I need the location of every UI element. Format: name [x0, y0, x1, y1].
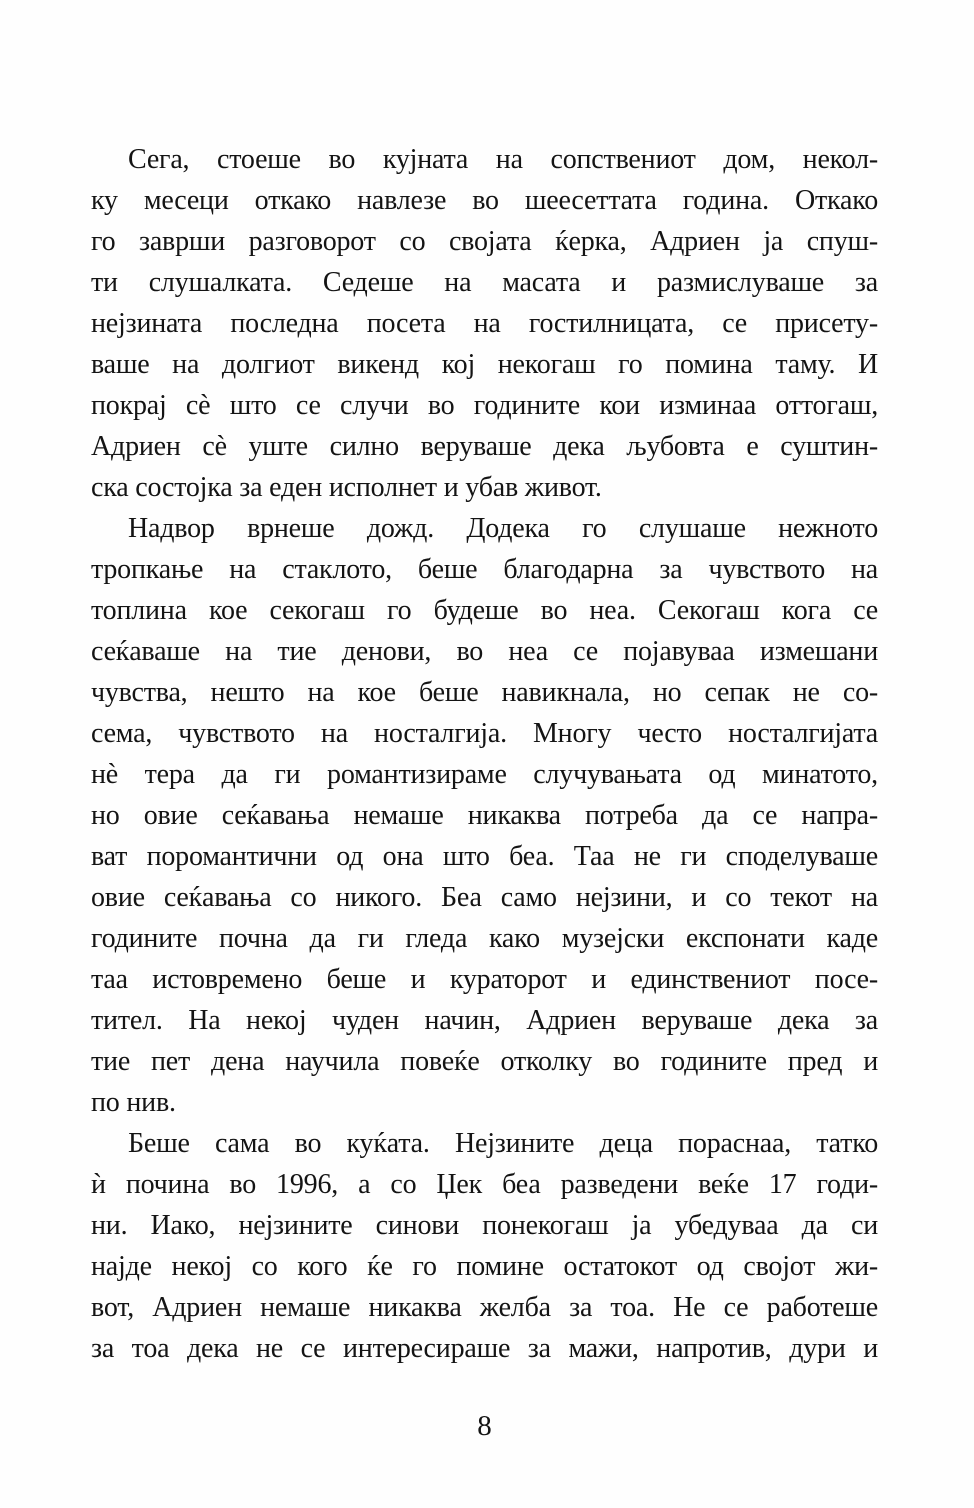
page-number: 8 [477, 1410, 492, 1442]
paragraph [91, 139, 878, 508]
text-line: Надвор врнеше дожд. Додека го слушаше нежното [128, 513, 878, 544]
text-line: таа истовремено беше и кураторот и единствениот посе- [91, 964, 878, 995]
text-line: но овие сеќавања немаше никаква потреба да се напра- [91, 800, 878, 831]
text-line: тропкање на стаклото, беше благодарна за чувството на [91, 554, 878, 585]
text-line: по нив. [91, 1087, 176, 1118]
text-line: сема, чувството на носталгија. Многу често носталгијата [91, 718, 878, 749]
paragraph [91, 508, 878, 1123]
text-line: овие сеќавања со никого. Беа само нејзини, и со текот на [91, 882, 878, 913]
text-line: ска состојка за еден исполнет и убав живот. [91, 472, 602, 503]
paragraph [91, 1123, 878, 1369]
text-block [91, 139, 878, 1369]
text-line: Беше сама во куќата. Нејзините деца пораснаа, татко [128, 1128, 878, 1159]
text-line: најде некој со кого ќе го помине остатокот од својот жи- [91, 1251, 878, 1282]
text-line: ни. Иако, нејзините синови понекогаш ја убедуваа да си [91, 1210, 878, 1241]
text-line: Адриен сè уште силно веруваше дека љубовта е суштин- [91, 431, 878, 462]
text-line: тител. На некој чуден начин, Адриен веруваше дека за [91, 1005, 878, 1036]
text-line: топлина кое секогаш го будеше во неа. Секогаш кога се [91, 595, 878, 626]
text-line: за тоа дека не се интересираше за мажи, напротив, дури и [91, 1333, 878, 1364]
text-line: го заврши разговорот со својата ќерка, Адриен ја спуш- [91, 226, 878, 257]
text-line: чувства, нешто на кое беше навикнала, но сепак не со- [91, 677, 878, 708]
text-line: покрај сè што се случи во годините кои изминаа оттогаш, [91, 390, 878, 421]
text-line: ват поромантични од она што беа. Таа не ги споделуваше [91, 841, 878, 872]
text-line: Сега, стоеше во кујната на сопствениот дом, некол- [128, 144, 878, 175]
text-line: годините почна да ги гледа како музејски експонати каде [91, 923, 878, 954]
text-line: вот, Адриен немаше никаква желба за тоа. Не се работеше [91, 1292, 878, 1323]
text-line: нè тера да ги романтизираме случувањата од минатото, [91, 759, 878, 790]
text-line: тие пет дена научила повеќе отколку во годините пред и [91, 1046, 878, 1077]
text-line: ку месеци откако навлезе во шеесеттата година. Откако [91, 185, 878, 216]
text-line: нејзината последна посета на гостилницата, се присету- [91, 308, 878, 339]
text-line: ти слушалката. Седеше на масата и размислуваше за [91, 267, 878, 298]
text-line: сеќаваше на тие денови, во неа се појавуваа измешани [91, 636, 878, 667]
text-line: ѝ почина во 1996, а со Џек беа разведени веќе 17 годи- [91, 1169, 878, 1200]
text-line: ваше на долгиот викенд кој некогаш го помина таму. И [91, 349, 878, 380]
